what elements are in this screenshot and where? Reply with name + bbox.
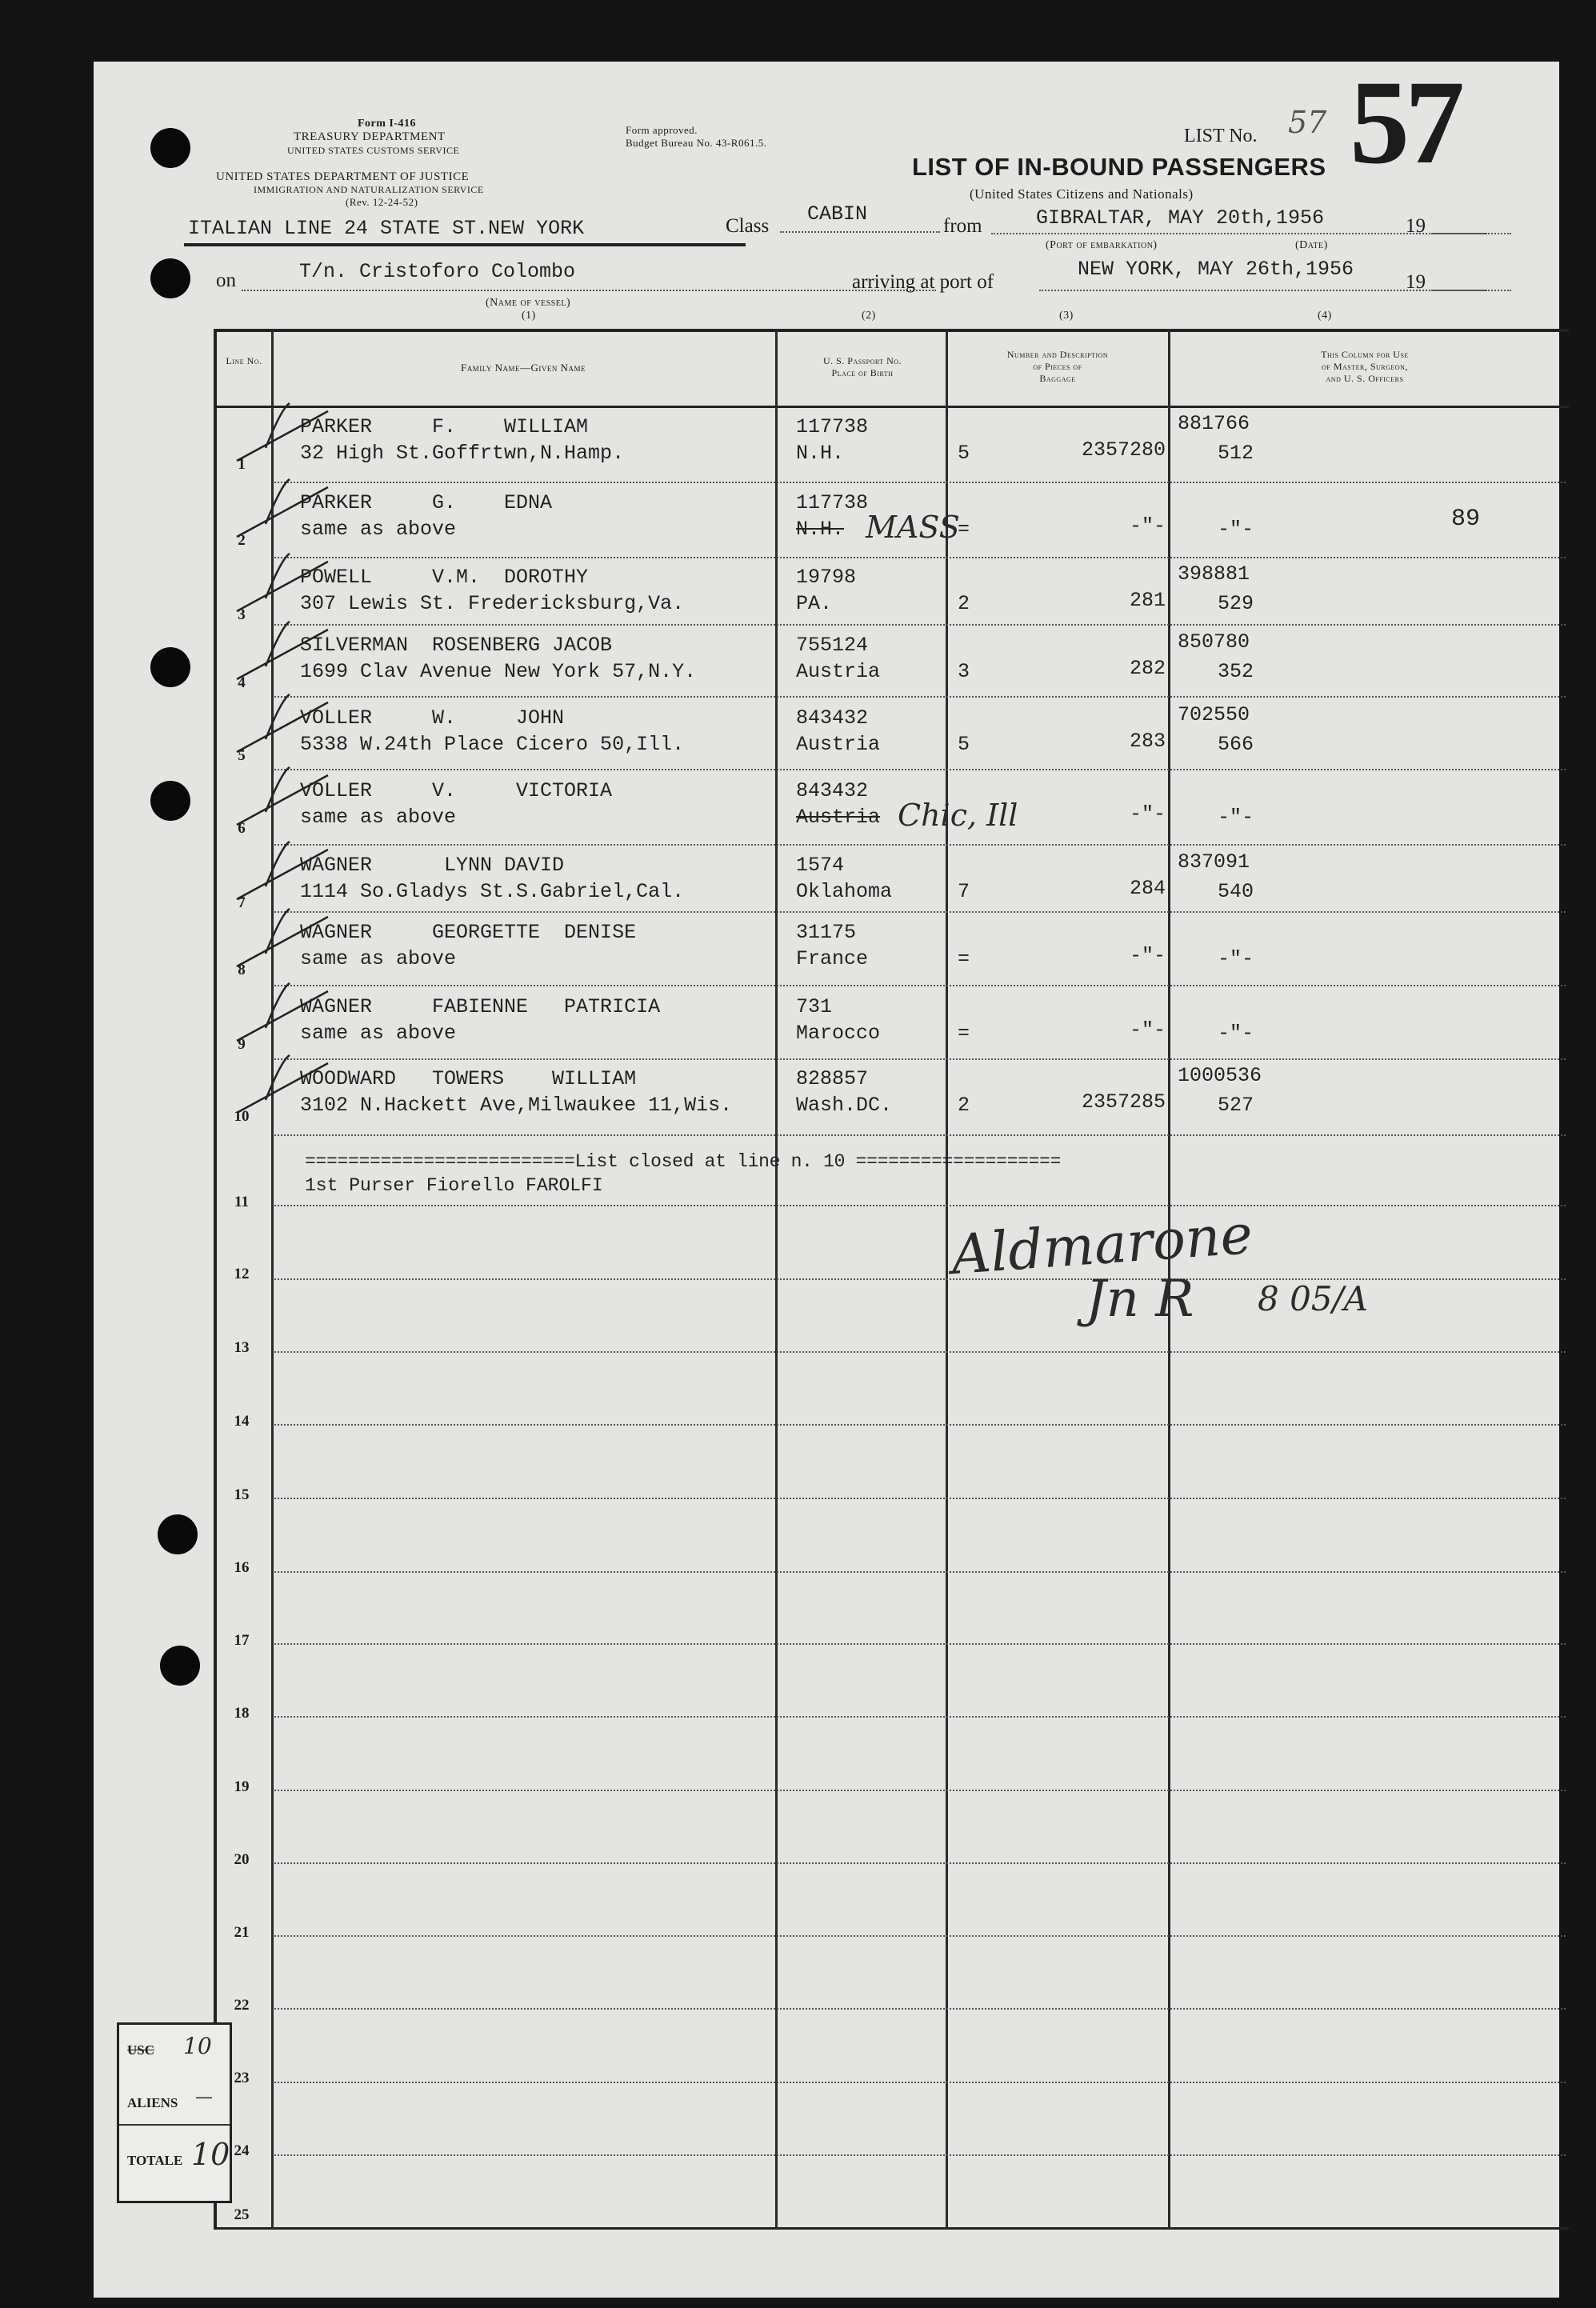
purser-name: 1st Purser Fiorello FAROLFI — [305, 1175, 603, 1196]
passport-number: 755124 — [796, 634, 869, 657]
line-number: 23 — [234, 2070, 250, 2086]
vessel-line — [242, 290, 936, 291]
punch-hole — [150, 647, 190, 687]
margin-note: 89 — [1451, 506, 1481, 533]
check-mark-icon — [234, 764, 338, 828]
passenger-name: SILVERMAN ROSENBERG JACOB — [300, 634, 613, 657]
row-separator — [274, 1643, 1566, 1645]
budget-bureau: Budget Bureau No. 43-R061.5. — [626, 137, 767, 149]
passport-number: 828857 — [796, 1067, 869, 1090]
row-separator — [274, 1058, 1566, 1060]
punch-hole — [150, 128, 190, 168]
officer-code: 540 — [1218, 880, 1254, 903]
line-number: 1 — [238, 456, 246, 473]
officer-code: -"- — [1218, 806, 1254, 829]
row-separator — [274, 1571, 1566, 1573]
line-number: 4 — [238, 674, 246, 691]
col-header-name: Family Name—Given Name — [461, 362, 586, 374]
row-separator — [274, 911, 1566, 913]
tally-usc-label: USC — [127, 2042, 155, 2058]
line-number: 20 — [234, 1851, 250, 1868]
tally-box — [117, 2022, 232, 2203]
baggage-description: 283 — [1129, 730, 1166, 753]
row-separator — [274, 1862, 1566, 1864]
row-separator — [274, 769, 1566, 770]
form-approved: Form approved. — [626, 124, 698, 136]
passenger-address: 3102 N.Hackett Ave,Milwaukee 11,Wis. — [300, 1094, 733, 1117]
list-closed-line: =========================List closed at line n. 10 =================== — [305, 1151, 1062, 1172]
arrival-port-date: NEW YORK, MAY 26th,1956 — [1078, 258, 1354, 281]
tally-aliens-value: — — [195, 2087, 213, 2107]
row-separator — [274, 1790, 1566, 1791]
form-revision: (Rev. 12-24-52) — [346, 196, 418, 208]
baggage-description: 2357280 — [1081, 438, 1166, 462]
table-top-border — [214, 329, 1569, 332]
officer-number: 702550 — [1178, 703, 1250, 726]
passenger-address: 307 Lewis St. Fredericksburg,Va. — [300, 592, 685, 615]
col-header-baggage-2: of Pieces of — [1033, 361, 1082, 372]
line-number: 2 — [238, 532, 246, 549]
place-of-birth: PA. — [796, 592, 833, 615]
check-mark-icon — [234, 838, 338, 902]
place-of-birth: N.H. — [796, 442, 845, 465]
line-number: 17 — [234, 1632, 250, 1649]
passenger-address: same as above — [300, 518, 457, 541]
officer-code: 512 — [1218, 442, 1254, 465]
passenger-name: WAGNER GEORGETTE DENISE — [300, 921, 637, 944]
line-number: 13 — [234, 1339, 250, 1356]
place-of-birth: France — [796, 947, 869, 970]
officer-number: 398881 — [1178, 562, 1250, 586]
passenger-name: VOLLER V. VICTORIA — [300, 779, 613, 802]
place-of-birth: Oklahoma — [796, 880, 893, 903]
row-separator — [274, 1351, 1566, 1353]
year-line-2 — [1431, 290, 1511, 291]
date-caption: (Date) — [1295, 239, 1328, 251]
line-number: 16 — [234, 1559, 250, 1576]
baggage-pieces: 2 — [958, 592, 970, 615]
baggage-pieces: 5 — [958, 442, 970, 465]
baggage-pieces: 3 — [958, 660, 970, 683]
line-number: 11 — [234, 1194, 249, 1210]
form-title: LIST OF IN-BOUND PASSENGERS — [912, 153, 1326, 181]
baggage-description: 284 — [1129, 877, 1166, 900]
row-separator — [274, 2008, 1566, 2010]
line-number: 21 — [234, 1924, 250, 1941]
passport-number: 731 — [796, 995, 833, 1018]
row-separator — [274, 624, 1566, 626]
from-label: from — [943, 215, 982, 237]
baggage-description: -"- — [1129, 1018, 1166, 1042]
officer-code: 566 — [1218, 733, 1254, 756]
col-header-officers-2: of Master, Surgeon, — [1322, 361, 1408, 372]
passenger-address: 1699 Clav Avenue New York 57,N.Y. — [300, 660, 697, 683]
passenger-name: VOLLER W. JOHN — [300, 706, 565, 730]
line-number: 22 — [234, 1997, 250, 2014]
shipping-line-underline — [184, 243, 746, 246]
passport-number: 19798 — [796, 566, 857, 589]
vessel-caption: (Name of vessel) — [486, 297, 571, 309]
line-number: 6 — [238, 820, 246, 837]
row-separator — [274, 2154, 1566, 2156]
row-separator — [274, 1134, 1566, 1136]
passport-number: 843432 — [796, 706, 869, 730]
col-header-passport-2: Place of Birth — [831, 367, 894, 378]
form-subtitle: (United States Citizens and Nationals) — [970, 186, 1194, 202]
row-separator — [274, 557, 1566, 558]
punch-hole — [160, 1646, 200, 1686]
baggage-description: -"- — [1129, 944, 1166, 967]
year-line — [1431, 233, 1511, 234]
line-number: 15 — [234, 1486, 250, 1503]
place-of-birth: Wash.DC. — [796, 1094, 893, 1117]
officer-number: 1000536 — [1178, 1064, 1262, 1087]
officer-code: 529 — [1218, 592, 1254, 615]
on-label: on — [216, 270, 236, 291]
passenger-address: 5338 W.24th Place Cicero 50,Ill. — [300, 733, 685, 756]
justice-dept: UNITED STATES DEPARTMENT OF JUSTICE — [216, 170, 470, 183]
check-mark-icon — [234, 980, 338, 1044]
row-separator — [274, 1278, 1566, 1280]
row-separator — [274, 2082, 1566, 2083]
baggage-pieces: 5 — [958, 733, 970, 756]
tally-divider — [119, 2124, 230, 2126]
col-header-baggage-1: Number and Description — [1006, 349, 1109, 360]
port-embark-caption: (Port of embarkation) — [1046, 239, 1158, 251]
form-number: Form I-416 — [358, 118, 417, 130]
port-of-embarkation: GIBRALTAR, MAY 20th,1956 — [1036, 206, 1325, 230]
col-num-4: (4) — [1318, 310, 1332, 322]
baggage-pieces: = — [958, 1022, 970, 1045]
shipping-line: ITALIAN LINE 24 STATE ST.NEW YORK — [188, 217, 585, 240]
tally-usc-value: 10 — [183, 2033, 212, 2059]
baggage-description: -"- — [1129, 802, 1166, 826]
arriving-label: arriving at port of — [852, 271, 994, 293]
officer-code: -"- — [1218, 1022, 1254, 1045]
col-header-baggage-3: Baggage — [1039, 373, 1076, 384]
row-separator — [274, 482, 1566, 483]
passenger-address: same as above — [300, 1022, 457, 1045]
officer-code: 352 — [1218, 660, 1254, 683]
check-mark-icon — [234, 550, 338, 614]
officer-code: -"- — [1218, 518, 1254, 541]
baggage-description: 282 — [1129, 657, 1166, 680]
col-header-passport-1: U. S. Passport No. — [822, 355, 902, 366]
col-num-1: (1) — [522, 310, 536, 322]
year-label-2: 19 — [1406, 271, 1426, 293]
row-separator — [274, 696, 1566, 698]
check-mark-icon — [234, 1052, 338, 1116]
line-number: 12 — [234, 1266, 250, 1282]
row-separator — [274, 1498, 1566, 1499]
passport-number: 31175 — [796, 921, 857, 944]
place-of-birth: N.H. — [796, 518, 845, 541]
col-num-2: (2) — [862, 310, 876, 322]
baggage-pieces: = — [958, 947, 970, 970]
line-number: 5 — [238, 747, 246, 764]
table-header-border — [214, 406, 1569, 408]
punch-hole — [150, 258, 190, 298]
baggage-pieces: = — [958, 518, 970, 541]
tally-aliens-label: ALIENS — [127, 2095, 178, 2110]
officer-number: 850780 — [1178, 630, 1250, 654]
class-value: CABIN — [807, 202, 868, 226]
place-of-birth-correction: MASS — [866, 510, 960, 545]
row-separator — [274, 1424, 1566, 1426]
passport-number: 117738 — [796, 491, 869, 514]
line-number: 8 — [238, 962, 246, 978]
inspector-signature: Aldmarone — [949, 1202, 1255, 1288]
officer-number: 881766 — [1178, 412, 1250, 435]
line-number: 19 — [234, 1778, 250, 1795]
passport-number: 843432 — [796, 779, 869, 802]
officer-number: 837091 — [1178, 850, 1250, 874]
place-of-birth-correction: Chic, Ill — [898, 798, 1018, 833]
col-header-officers-1: This Column for Use — [1321, 349, 1409, 360]
tally-total-value: 10 — [191, 2137, 230, 2172]
place-of-birth: Austria — [796, 806, 881, 829]
check-mark-icon — [234, 400, 338, 464]
line-number: 25 — [234, 2206, 250, 2223]
passenger-address: 32 High St.Goffrtwn,N.Hamp. — [300, 442, 625, 465]
immigration-service: IMMIGRATION AND NATURALIZATION SERVICE — [254, 184, 484, 195]
passport-number: 117738 — [796, 415, 869, 438]
customs-service: UNITED STATES CUSTOMS SERVICE — [287, 145, 460, 156]
line-number: 3 — [238, 606, 246, 623]
passenger-name: WAGNER FABIENNE PATRICIA — [300, 995, 661, 1018]
col-num-3: (3) — [1059, 310, 1074, 322]
punch-hole — [150, 781, 190, 821]
row-separator — [274, 1716, 1566, 1718]
col-header-line-no: Line No. — [226, 355, 262, 366]
officer-code: 527 — [1218, 1094, 1254, 1117]
col-header-officers-3: and U. S. Officers — [1326, 373, 1404, 384]
passenger-name: PARKER G. EDNA — [300, 491, 553, 514]
class-line — [780, 231, 940, 233]
row-separator — [274, 844, 1566, 846]
tally-total-label: TOTALE — [127, 2153, 183, 2168]
vessel-name: T/n. Cristoforo Colombo — [299, 260, 576, 283]
row-separator — [274, 1205, 1566, 1206]
passenger-address: same as above — [300, 947, 457, 970]
check-mark-icon — [234, 618, 338, 682]
row-separator — [274, 1935, 1566, 1937]
passenger-address: same as above — [300, 806, 457, 829]
inspector-initials: Jn R — [1086, 1270, 1194, 1329]
inspector-time: 8 05/A — [1258, 1279, 1368, 1318]
line-number: 18 — [234, 1705, 250, 1722]
check-mark-icon — [234, 906, 338, 970]
year-label: 19 — [1406, 215, 1426, 237]
list-no-label: LIST No. — [1184, 126, 1258, 146]
passenger-name: WAGNER LYNN DAVID — [300, 854, 565, 877]
officer-code: -"- — [1218, 947, 1254, 970]
line-number: 14 — [234, 1413, 250, 1430]
line-number: 10 — [234, 1108, 250, 1125]
baggage-pieces: 2 — [958, 1094, 970, 1117]
line-number: 9 — [238, 1036, 246, 1053]
table-left-border — [214, 329, 217, 2229]
class-label: Class — [726, 215, 770, 237]
baggage-description: -"- — [1129, 514, 1166, 538]
place-of-birth: Marocco — [796, 1022, 881, 1045]
row-separator — [274, 985, 1566, 986]
passenger-name: POWELL V.M. DOROTHY — [300, 566, 589, 589]
table-bottom-border — [214, 2227, 1569, 2230]
line-number: 24 — [234, 2142, 250, 2159]
punch-hole — [158, 1514, 198, 1554]
baggage-description: 281 — [1129, 589, 1166, 612]
baggage-pieces: 7 — [958, 880, 970, 903]
treasury-dept: TREASURY DEPARTMENT — [294, 130, 446, 143]
passenger-name: WOODWARD TOWERS WILLIAM — [300, 1067, 637, 1090]
check-mark-icon — [234, 476, 338, 540]
baggage-description: 2357285 — [1081, 1090, 1166, 1114]
list-no-stamp: 57 — [1350, 56, 1460, 189]
line-number: 7 — [238, 894, 246, 911]
passenger-address: 1114 So.Gladys St.S.Gabriel,Cal. — [300, 880, 685, 903]
passenger-name: PARKER F. WILLIAM — [300, 415, 589, 438]
check-mark-icon — [234, 691, 338, 755]
list-no-handwritten: 57 — [1288, 105, 1327, 140]
passport-number: 1574 — [796, 854, 845, 877]
place-of-birth: Austria — [796, 660, 881, 683]
manifest-page — [94, 56, 1559, 2298]
place-of-birth: Austria — [796, 733, 881, 756]
